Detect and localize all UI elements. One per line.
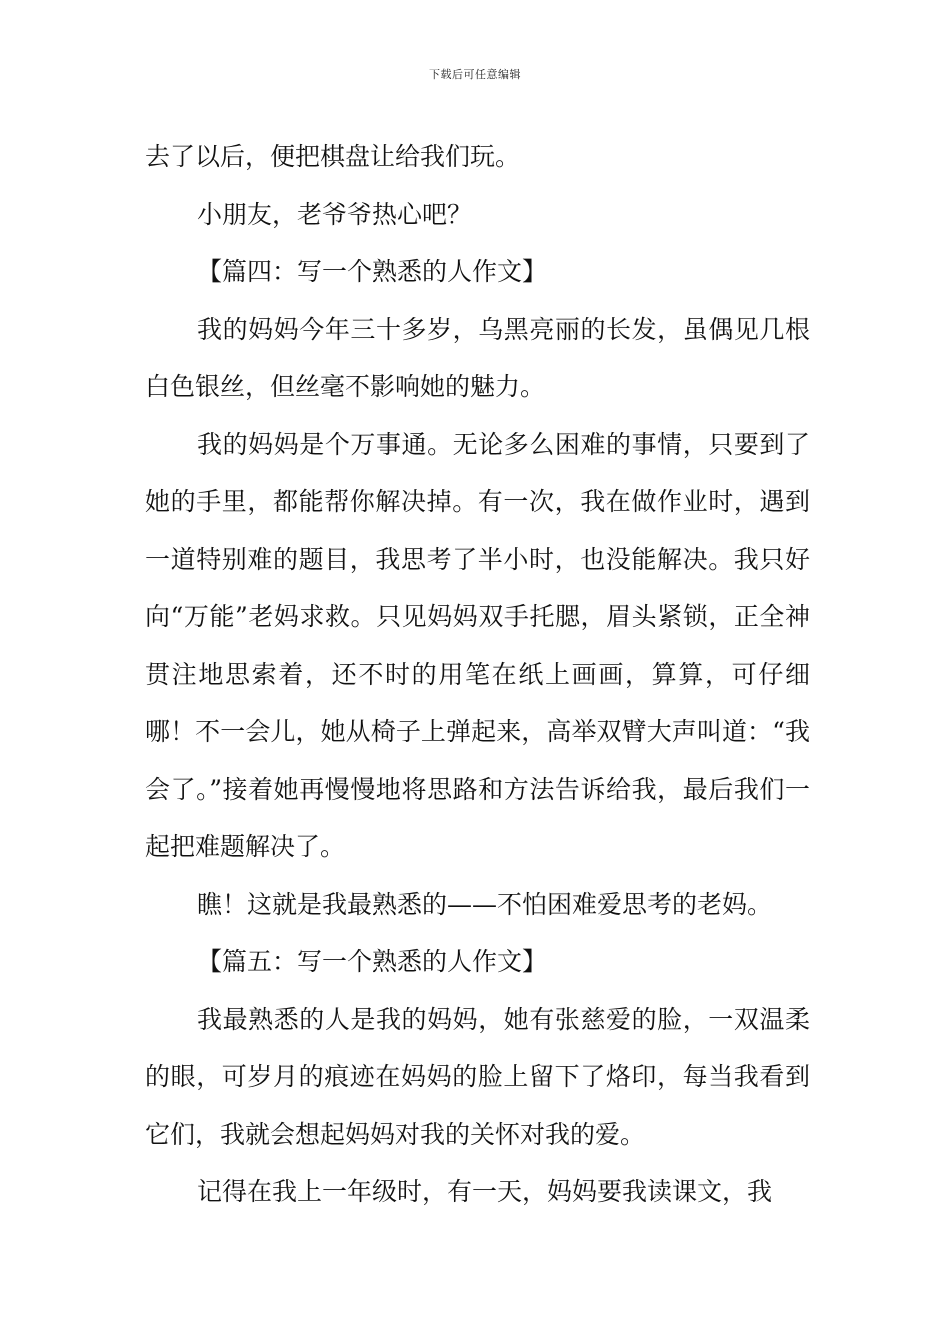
paragraph: 我的妈妈是个万事通。无论多么困难的事情，只要到了她的手里，都能帮你解决掉。有一次，我在做作业时，遇到一道特别难的题目，我思考了半小时，也没能解决。我只好向“万能”老妈求救。只见妈妈双手托腮，眉头紧锁，正全神贯注地思索着，还不时的用笔在纸上画画，算算，可仔细哪！不一会儿，她从椅子上弹起来，高举双臂大声叫道：“我会了。”接着她再慢慢地将思路和方法告诉给我，最后我们一起把难题解决了。 — [145, 429, 810, 861]
paragraph: 记得在我上一年级时，有一天，妈妈要我读课文，我 — [197, 1177, 773, 1206]
paragraph: 我最熟悉的人是我的妈妈，她有张慈爱的脸，一双温柔的眼，可岁月的痕迹在妈妈的脸上留下了烙印，每当我看到它们，我就会想起妈妈对我的关怀对我的爱。 — [145, 1004, 810, 1149]
paragraph-continuation: 去了以后，便把棋盘让给我们玩。 — [145, 142, 521, 171]
page-header: 下载后可任意编辑 — [429, 68, 521, 81]
section-heading-four: 【篇四：写一个熟悉的人作文】 — [197, 257, 548, 286]
document-body — [145, 128, 810, 1221]
paragraph: 瞧！这就是我最熟悉的——不怕困难爱思考的老妈。 — [197, 889, 773, 919]
paragraph: 小朋友，老爷爷热心吧？ — [197, 199, 473, 229]
section-heading-five: 【篇五：写一个熟悉的人作文】 — [197, 947, 548, 976]
paragraph: 我的妈妈今年三十多岁，乌黑亮丽的长发，虽偶见几根白色银丝，但丝毫不影响她的魅力。 — [145, 314, 810, 401]
